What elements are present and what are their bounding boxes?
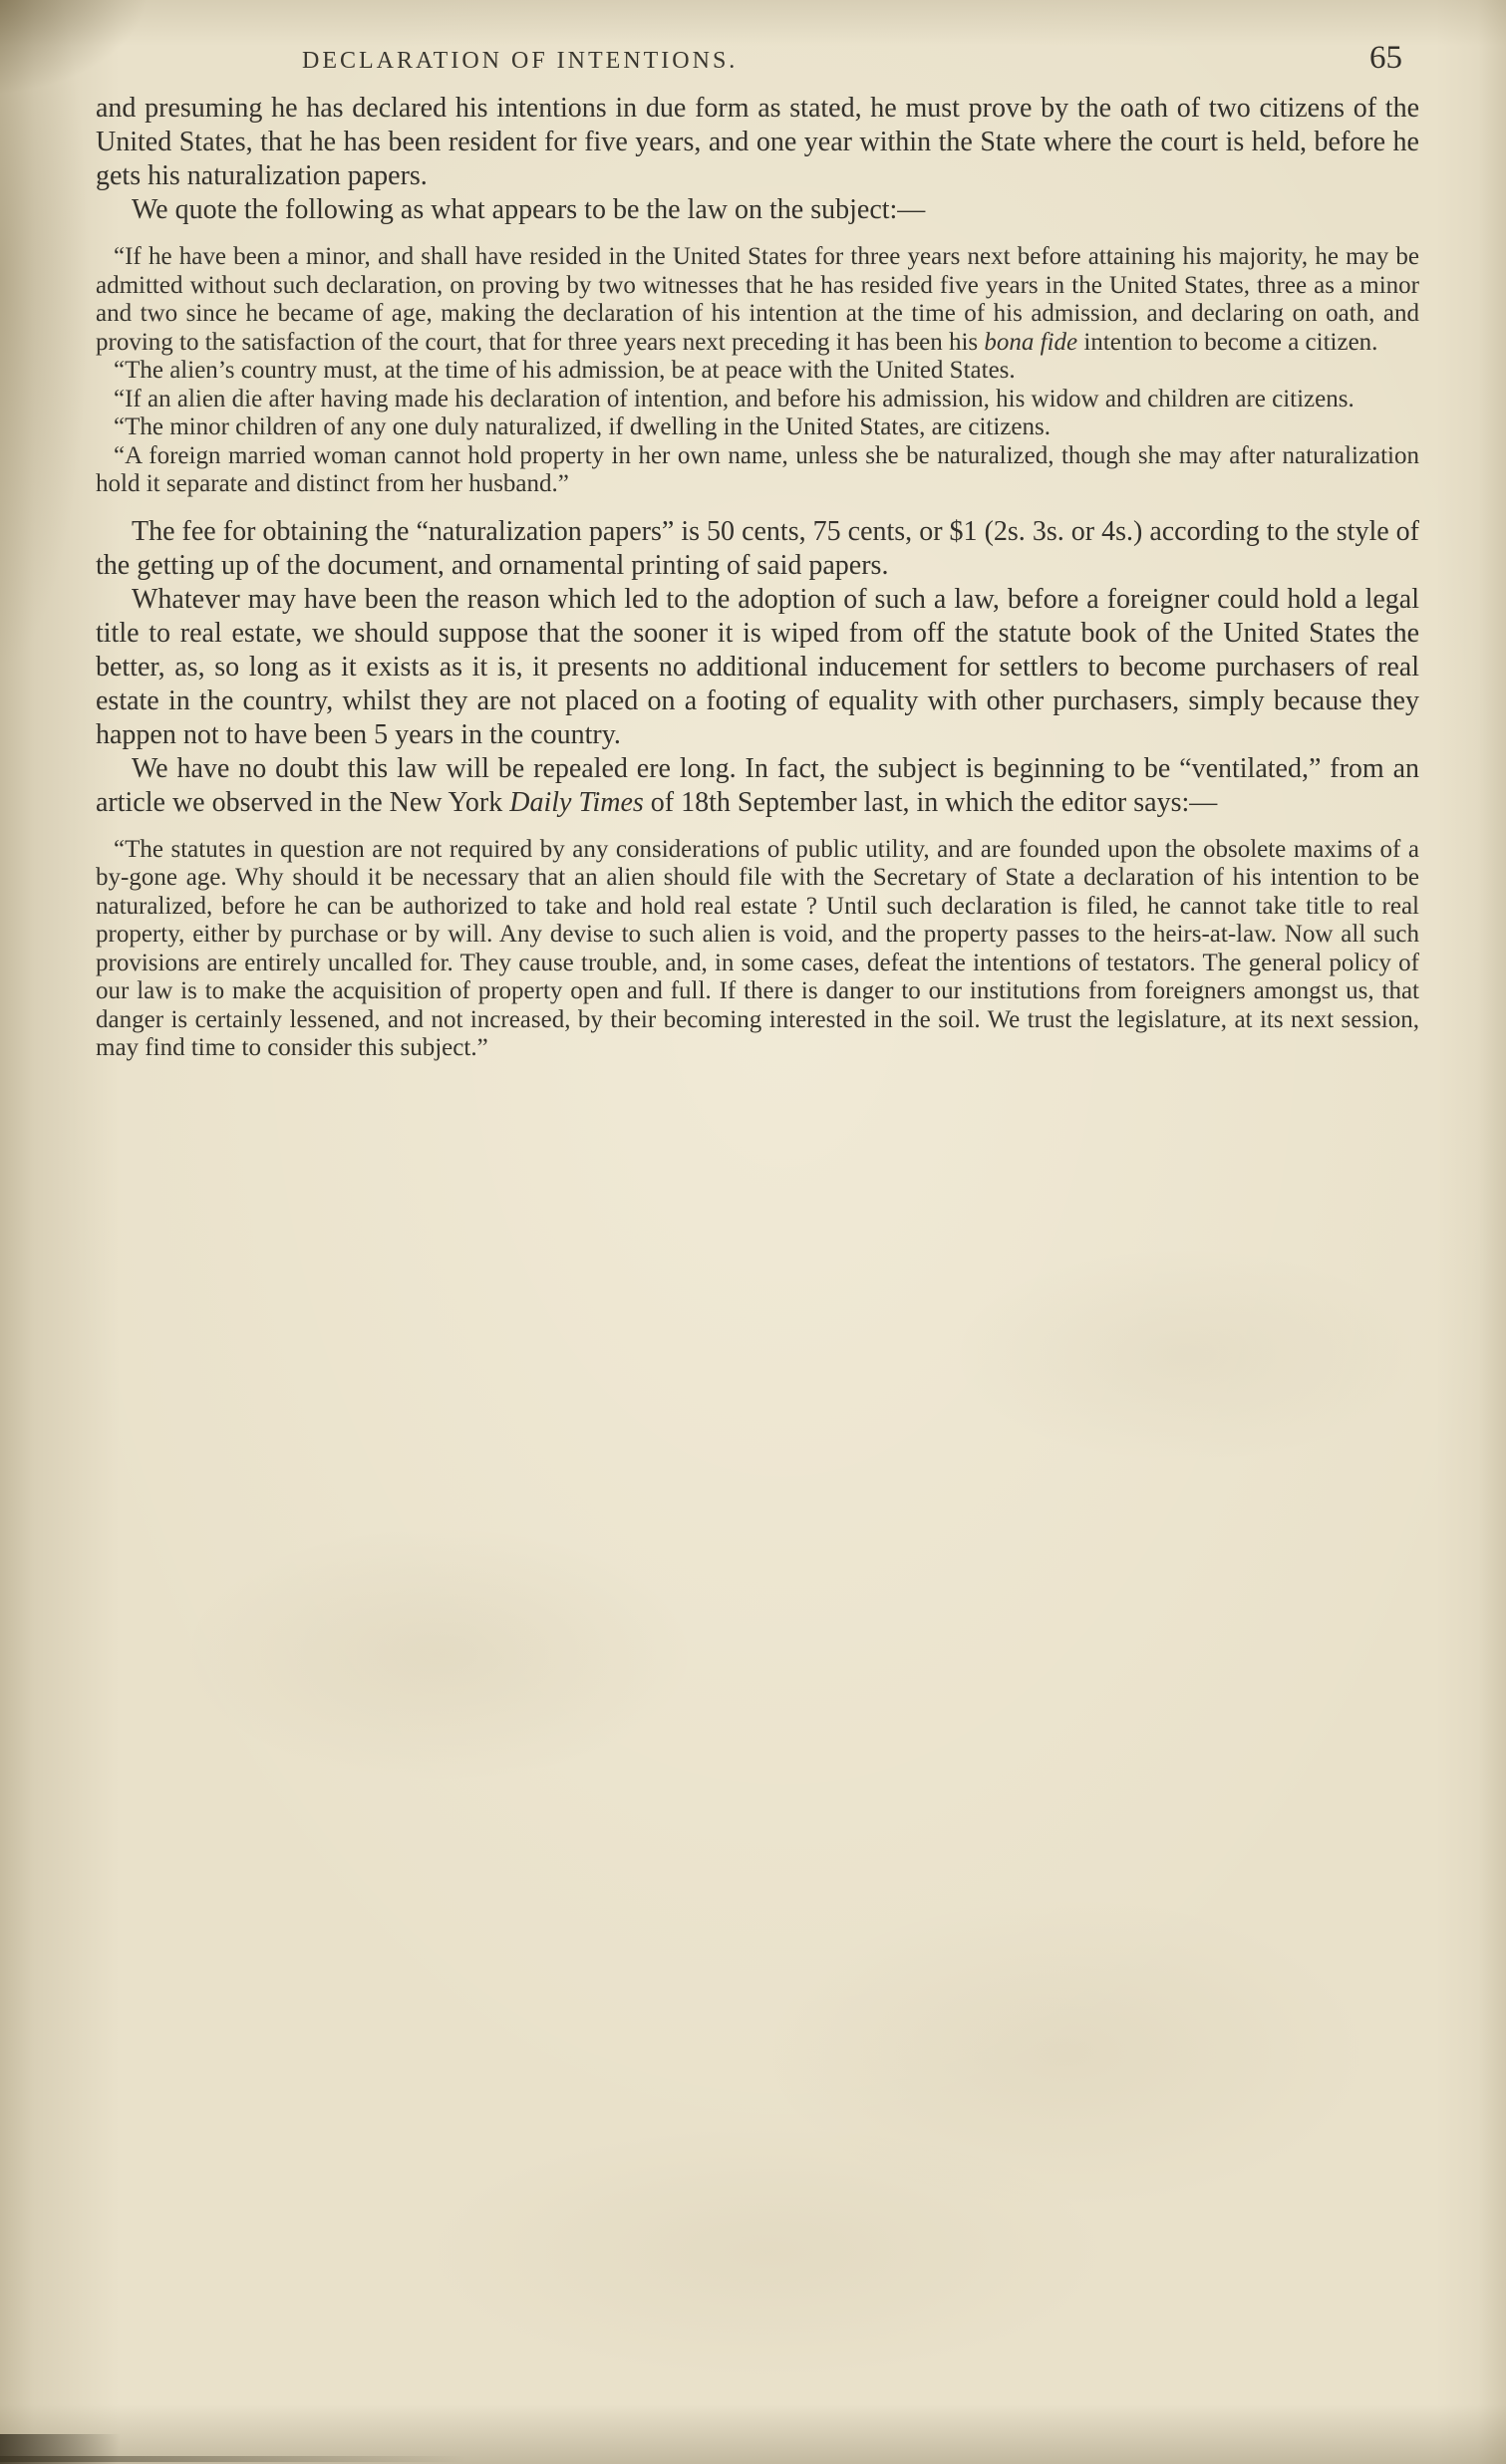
quote-paragraph: “The alien’s country must, at the time of his admission, be at peace with the United States.	[114, 357, 1016, 384]
text-fragment: of 18th September last, in which the editor says:—	[643, 786, 1218, 818]
quote-paragraph: “The minor children of any one duly naturalized, if dwelling in the United States, are citizens.	[114, 413, 1051, 440]
text-fragment: “If he have been a minor, and shall have resided in the United States for three years next before attaining his majority, he may be admitted without such declaration, on proving by two witnesses that he has resided five years in the United States, three as a minor and two since he became of age, making the declaration of his intention at the time of his admission, and declaring on oath, and proving to the satisfaction of the court, that for three years next preceding it has been his	[96, 243, 1419, 356]
law-quote-block	[96, 243, 1419, 499]
paper-stain	[419, 2122, 1116, 2381]
quote-paragraph: “A foreign married woman cannot hold property in her own name, unless she be naturalized, though she may after naturalization hold it separate and distinct from her husband.”	[96, 441, 1419, 497]
corner-stain	[0, 2434, 169, 2464]
paragraph-whatever: Whatever may have been the reason which led to the adoption of such a law, before a foreigner could hold a legal title to real estate, we should suppose that the sooner it is wiped from off the statute book of the United States the better, as, so long as it exists as it is, it presents no additional inducement for settlers to become purchasers of real estate in the country, whilst they are not placed on a footing of equality with other purchasers, simply because they happen not to have been 5 years in the country.	[96, 583, 1419, 750]
quote-paragraph: “The statutes in question are not required by any considerations of public utility, and are founded upon the obsolete maxims of a by-gone age. Why should it be necessary that an alien should file with the Secretary of State a declaration of his intention to be naturalized, before he can be authorized to take and hold real estate ? Until such declaration is filed, he cannot take title to real property, either by purchase or by will. Any devise to such alien is void, and the property passes to the heirs-at-law. Now all such provisions are entirely uncalled for. They cause trouble, and, in some cases, defeat the intentions of testators. The general policy of our law is to make the acquisition of property open and full. If there is danger to our institutions from foreigners amongst us, that danger is certainly lessened, and not increased, by their becoming interested in the soil. We trust the legislature, at its next session, may find time to consider this subject.”	[96, 835, 1419, 1061]
page-number: 65	[1369, 40, 1402, 76]
paragraph-doubt	[96, 752, 1419, 820]
paragraph-quote-lead: We quote the following as what appears to be the law on the subject:—	[132, 194, 926, 225]
paragraph-fee: The fee for obtaining the “naturalization papers” is 50 cents, 75 cents, or $1 (2s. 3s. or 4s.) according to the style of the getting up of the document, and ornamental printing of said papers.	[96, 515, 1419, 581]
italic-text-daily-times: Daily Times	[509, 786, 644, 818]
text-column	[96, 92, 1419, 1079]
italic-text-bona-fide: bona fide	[984, 328, 1078, 356]
editor-quote-block	[96, 836, 1419, 1063]
paper-stain	[757, 1893, 1375, 2212]
paper-stain	[947, 1245, 1425, 1465]
text-fragment: intention to become a citizen.	[1077, 328, 1378, 356]
page-header	[95, 40, 1420, 86]
paragraph-intro: and presuming he has declared his intentions in due form as stated, he must prove by the oath of two citizens of the United States, that he has been resident for five years, and one year within the State where the court is held, before he gets his naturalization papers.	[96, 93, 1419, 191]
bottom-edge-streak	[0, 2456, 518, 2462]
quote-paragraph	[96, 243, 1419, 357]
running-title: DECLARATION OF INTENTIONS.	[302, 48, 739, 74]
paper-stain	[179, 1524, 698, 1783]
text-fragment: We have no doubt this law will be repealed ere long. In fact, the subject is beginning to be “ventilated,” from an article we observed in the New York	[96, 752, 1419, 818]
quote-paragraph: “If an alien die after having made his declaration of intention, and before his admission, his widow and children are citizens.	[114, 385, 1355, 412]
